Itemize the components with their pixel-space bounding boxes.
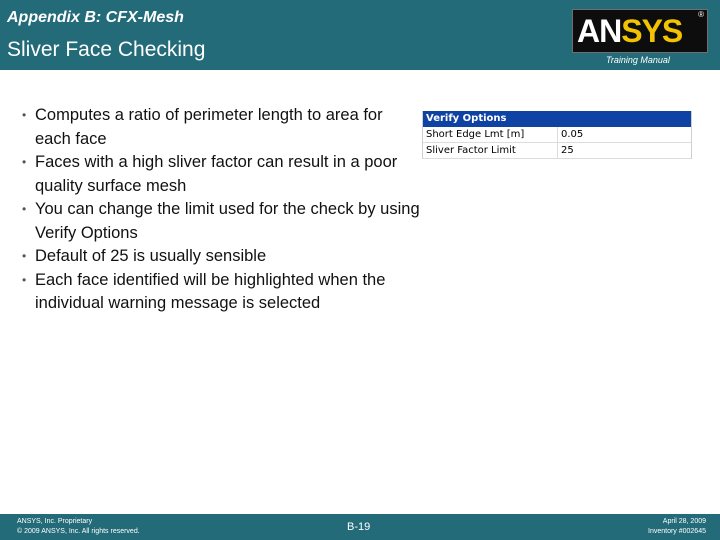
bullet-item: • Computes a ratio of perimeter length to area for each face [22,104,422,151]
logo-wordmark [577,13,682,49]
page-number: B-19 [347,521,371,533]
verify-options-header[interactable]: Verify Options [423,111,691,127]
copyright-block [17,517,140,537]
logo-text-accent: SYS [621,13,683,49]
verify-option-label: Short Edge Lmt [m] [426,129,525,140]
verify-option-label: Sliver Factor Limit [426,145,516,156]
date-text: April 28, 2009 [662,518,706,525]
bullet-item: • Faces with a high sliver factor can result in a poor quality surface mesh [22,151,422,198]
date-inventory-block [648,517,706,537]
page-title: Sliver Face Checking [7,38,206,61]
ansys-logo [572,9,708,53]
bullet-list [22,104,422,316]
inventory-text: Inventory #002645 [648,528,706,535]
verify-options-panel [422,111,692,159]
bullet-item: • You can change the limit used for the check by using Verify Options [22,198,422,245]
bullet-item: • Each face identified will be highlighted when the individual warning message is selected [22,269,422,316]
training-manual-label: Training Manual [606,55,670,65]
copyright-text: © 2009 ANSYS, Inc. All rights reserved. [17,528,140,535]
verify-option-value[interactable]: 25 [557,143,574,158]
header-bar [0,0,720,70]
section-subtitle: Appendix B: CFX-Mesh [7,9,184,26]
verify-option-row[interactable] [423,127,691,143]
footer-bar [0,514,720,540]
logo-text-main: AN [577,13,622,49]
verify-option-row[interactable] [423,143,691,159]
bullet-item: • Default of 25 is usually sensible [22,245,422,269]
registered-mark: ® [698,10,704,19]
proprietary-text: ANSYS, Inc. Proprietary [17,518,93,525]
verify-option-value[interactable]: 0.05 [557,127,583,142]
